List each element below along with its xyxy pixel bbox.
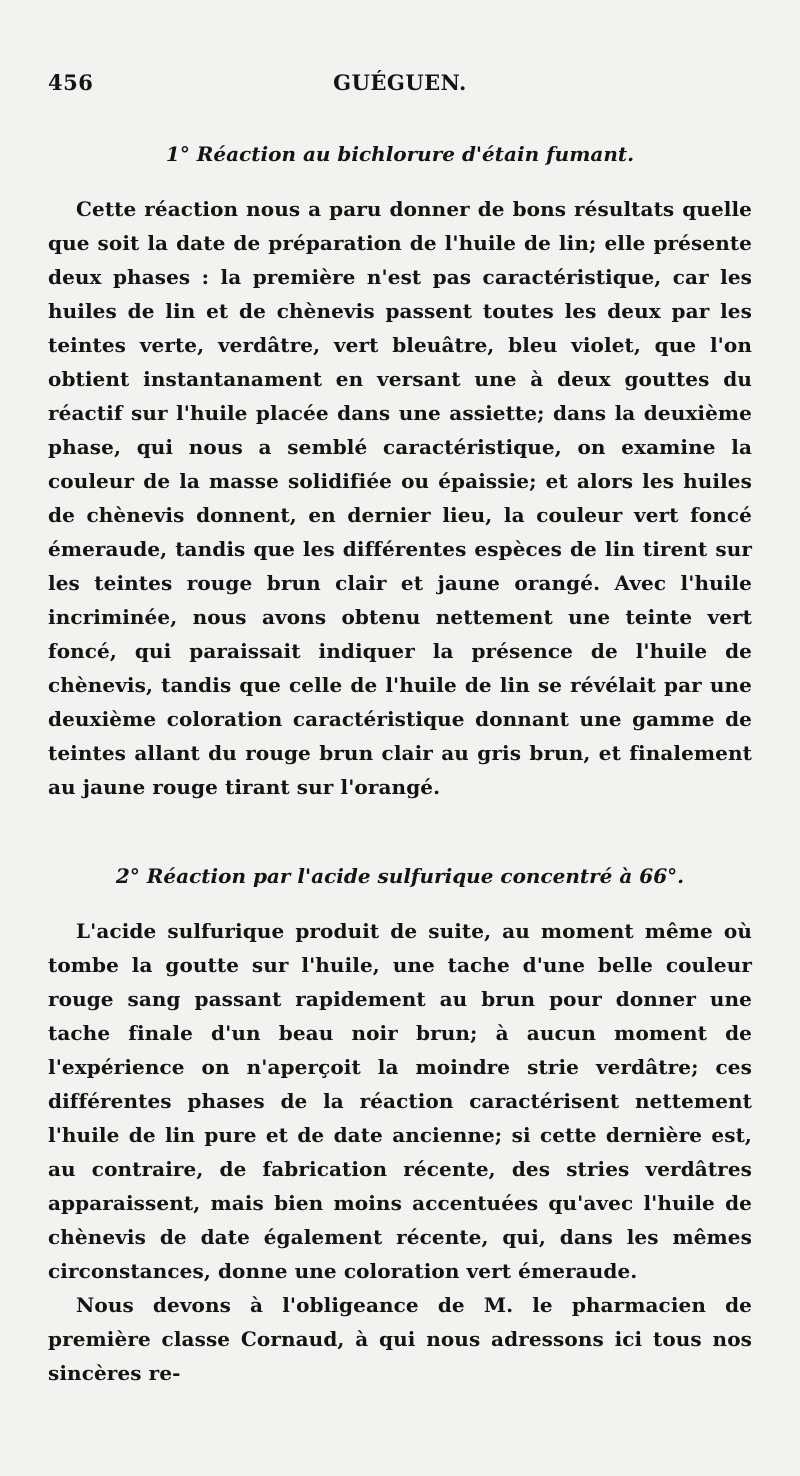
page-header xyxy=(48,60,752,100)
section-heading-1: 1° Réaction au bichlorure d'étain fumant. xyxy=(165,142,635,166)
running-head: GUÉGUEN. xyxy=(333,70,467,95)
paragraph-3: Nous devons à l'obligeance de M. le pharmacien de première classe Cornaud, à qui nous adressons ici tous nos sincères re- xyxy=(48,1293,752,1385)
page-number: 456 xyxy=(48,70,94,95)
paragraph-1: Cette réaction nous a paru donner de bons résultats quelle que soit la date de préparation de l'huile de lin; elle présente deux phases : la première n'est pas caractéristique, car les huiles de lin et de chènevis passent toutes les deux par les teintes verte, verdâtre, vert bleuâtre, bleu violet, que l'on obtient instantanament en versant une à deux gouttes du réactif sur l'huile placée dans une assiette; dans la deuxième phase, qui nous a semblé caractéristique, on examine la couleur de la masse solidifiée ou épaissie; et alors les huiles de chènevis donnent, en dernier lieu, la couleur vert foncé émeraude, tandis que les différentes espèces de lin tirent sur les teintes rouge brun clair et jaune orangé. Avec l'huile incriminée, nous avons obtenu nettement une teinte vert foncé, qui paraissait indiquer la présence de l'huile de chènevis, tandis que celle de l'huile de lin se révélait par une deuxième coloration caractéristique donnant une gamme de teintes allant du rouge brun clair au gris brun, et finalement au jaune rouge tirant sur l'orangé. xyxy=(48,197,752,799)
paragraph-2: L'acide sulfurique produit de suite, au moment même où tombe la goutte sur l'huile, une tache d'une belle couleur rouge sang passant rapidement au brun pour donner une tache finale d'un beau noir brun; à aucun moment de l'expérience on n'aperçoit la moindre strie verdâtre; ces différentes phases de la réaction caractérisent nettement l'huile de lin pure et de date ancienne; si cette dernière est, au contraire, de fabrication récente, des stries verdâtres apparaissent, mais bien moins accentuées qu'avec l'huile de chènevis de date également récente, qui, dans les mêmes circonstances, donne une coloration vert émeraude. xyxy=(48,919,752,1283)
section-heading-2: 2° Réaction par l'acide sulfurique concentré à 66°. xyxy=(115,864,685,888)
